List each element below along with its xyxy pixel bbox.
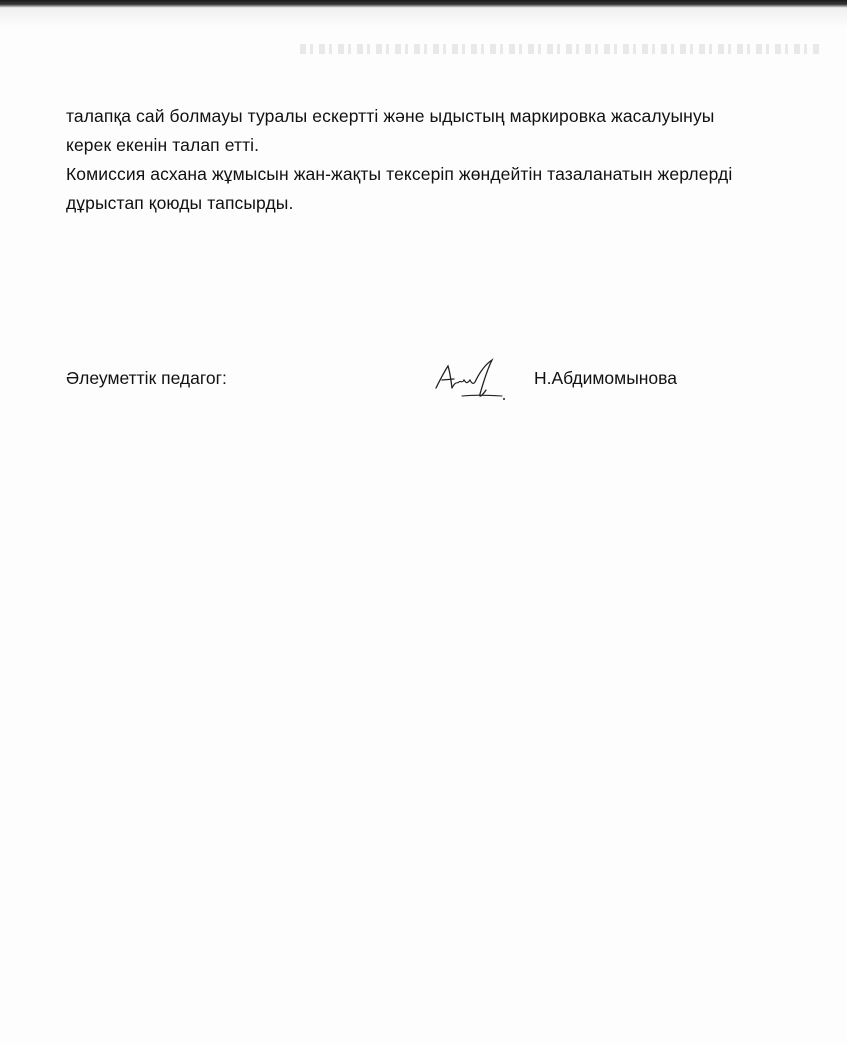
signatory-role: Әлеуметтік педагог: (66, 368, 227, 388)
signature-block (66, 358, 766, 408)
body-line-4: дұрыстап қоюды тапсырды. (66, 193, 294, 213)
body-line-3: Комиссия асхана жұмысын жан-жақты тексеріп жөндейтін тазаланатын жерлерді (66, 164, 733, 184)
scan-edge-shadow (0, 8, 847, 28)
signatory-name: Н.Абдимомынова (534, 368, 677, 388)
handwritten-signature (432, 358, 512, 404)
document-body (66, 102, 826, 218)
body-line-2: керек екенін талап етті. (66, 135, 260, 155)
scan-page-edge (0, 0, 847, 8)
body-line-1: талапқа сай болмауы туралы ескертті және ыдыстың маркировка жасалуынуы (66, 106, 715, 126)
reverse-side-bleed-through (300, 44, 820, 54)
